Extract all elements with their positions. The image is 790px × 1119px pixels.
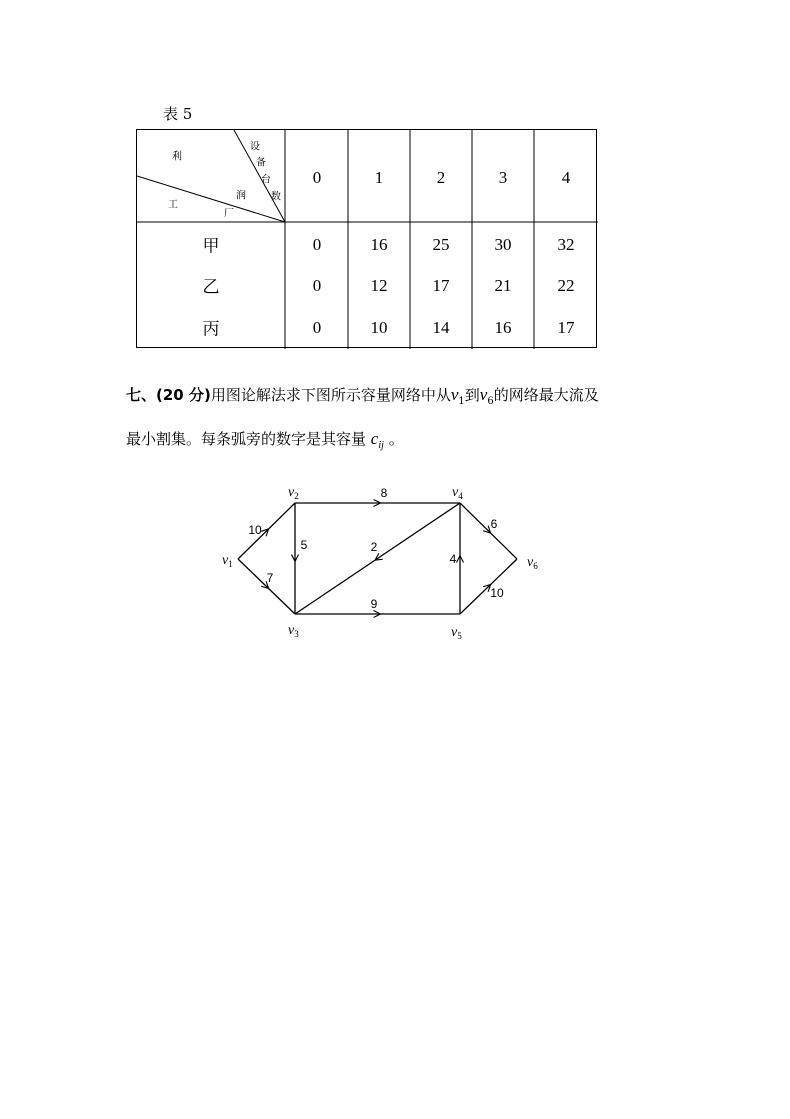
- node-label-v1: $v_1$: [222, 553, 233, 569]
- question-text-b: 到: [464, 386, 480, 404]
- table-cell: 16: [494, 318, 512, 337]
- table-cell: 21: [494, 276, 512, 295]
- table-cell: 10: [370, 318, 388, 337]
- edge-v4-v6: [460, 503, 517, 559]
- table-cell: 32: [557, 235, 575, 254]
- table-caption: 表 5: [163, 105, 193, 123]
- sink-var: v: [479, 385, 488, 404]
- node-label-v4: $v_4$: [452, 485, 463, 501]
- sink-sub: 6: [487, 396, 494, 407]
- header-label-bei: 备: [256, 157, 266, 169]
- question-line2-text: 最小割集。每条弧旁的数字是其容量: [126, 430, 367, 448]
- edges-layer: [238, 500, 517, 618]
- edge-v4-v3: [295, 503, 460, 614]
- source-var: v: [450, 385, 459, 404]
- table-cell: 0: [312, 318, 322, 337]
- table-cell: 25: [432, 235, 450, 254]
- capacity-label: 10: [248, 523, 262, 537]
- row-factory: 甲: [202, 236, 220, 257]
- row-factory: 丙: [202, 319, 220, 340]
- node-label-v3: $v_3$: [288, 623, 299, 639]
- capacity-label: 10: [490, 586, 504, 600]
- question-text-a: 用图论解法求下图所示容量网络中从: [210, 386, 451, 404]
- labels-layer: [222, 485, 538, 641]
- source-sub: 1: [458, 396, 465, 407]
- table-cell: 12: [370, 276, 388, 295]
- column-header: 2: [436, 168, 446, 187]
- question-line2-end: 。: [388, 430, 404, 448]
- capacity-label: 4: [449, 552, 457, 566]
- node-label-v2: $v_2$: [288, 485, 299, 501]
- capacity-label: 6: [490, 517, 498, 531]
- arrow-v4-v3: [375, 553, 383, 560]
- table-cell: 14: [432, 318, 450, 337]
- header-label-li: 利: [172, 151, 182, 163]
- edge-v5-v6: [460, 559, 517, 614]
- capacity-label: 2: [370, 540, 378, 554]
- table-cell: 0: [312, 276, 322, 295]
- table-cell: 17: [557, 318, 575, 337]
- question-number: 七、(20 分): [126, 386, 211, 404]
- header-label-she: 设: [250, 141, 260, 153]
- node-label-v5: $v_5$: [451, 625, 462, 641]
- column-header: 4: [561, 168, 571, 187]
- capacity-sub: ij: [378, 440, 384, 451]
- capacity-label: 7: [266, 571, 274, 585]
- capacity-label: 5: [300, 538, 308, 552]
- capacity-label: 9: [370, 597, 378, 611]
- table-cell: 30: [494, 235, 512, 254]
- header-label-shu: 数: [271, 191, 281, 203]
- column-header: 1: [374, 168, 384, 187]
- question-text-c: 的网络最大流及: [493, 386, 599, 404]
- column-header: 0: [312, 168, 322, 187]
- edge-v1-v3: [238, 559, 295, 614]
- table-cell: 16: [370, 235, 388, 254]
- header-label-run: 润: [236, 190, 246, 202]
- row-factory: 乙: [202, 277, 220, 298]
- table-cell: 17: [432, 276, 450, 295]
- column-header: 3: [498, 168, 508, 187]
- header-label-chang: 厂: [224, 208, 234, 220]
- capacity-label: 8: [380, 486, 388, 500]
- edge-v1-v2: [238, 503, 295, 559]
- capacity-var: c: [370, 429, 379, 448]
- table-cell: 0: [312, 235, 322, 254]
- table-cell: 22: [557, 276, 575, 295]
- header-label-gong: 工: [168, 199, 178, 211]
- header-label-tai: 台: [261, 174, 271, 186]
- node-label-v6: $v_6$: [527, 555, 538, 571]
